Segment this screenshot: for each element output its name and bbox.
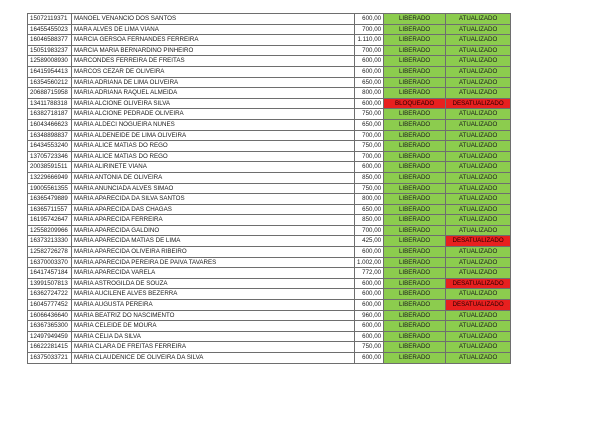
cell-value[interactable]: 1.110,00 — [355, 35, 384, 46]
cell-name[interactable]: MARIA CELEIDE DE MOURA — [72, 321, 355, 332]
cell-value[interactable]: 600,00 — [355, 331, 384, 342]
cell-id[interactable]: 16348898837 — [28, 130, 72, 141]
table-row — [28, 278, 511, 289]
cell-value[interactable]: 650,00 — [355, 119, 384, 130]
cell-name[interactable]: MARIA CLAUDENICE DE OLIVEIRA DA SILVA — [72, 353, 355, 364]
cell-id[interactable]: 16365711557 — [28, 204, 72, 215]
cell-status[interactable]: LIBERADO — [384, 300, 446, 311]
cell-id[interactable]: 12589008930 — [28, 56, 72, 67]
cell-name[interactable]: MARIA ADRIANA DE LIMA OLIVEIRA — [72, 77, 355, 88]
table-body — [28, 14, 511, 364]
cell-status[interactable]: LIBERADO — [384, 35, 446, 46]
cell-value[interactable]: 600,00 — [355, 162, 384, 173]
cell-name[interactable]: MARIA ALCIONE PEDRADE OLIVEIRA — [72, 109, 355, 120]
cell-name[interactable]: MARIA APARECIDA DAS CHAGAS — [72, 204, 355, 215]
cell-id[interactable]: 15051983237 — [28, 45, 72, 56]
cell-value[interactable]: 850,00 — [355, 172, 384, 183]
cell-name[interactable]: MARIA ALICE MATIAS DO REGO — [72, 141, 355, 152]
cell-status[interactable]: LIBERADO — [384, 77, 446, 88]
cell-update[interactable]: ATUALIZADO — [446, 151, 511, 162]
cell-status[interactable]: LIBERADO — [384, 162, 446, 173]
table-row — [28, 289, 511, 300]
cell-name[interactable]: MARIA AUCILENE ALVES BEZERRA — [72, 289, 355, 300]
cell-id[interactable]: 20688715958 — [28, 88, 72, 99]
cell-status[interactable]: LIBERADO — [384, 45, 446, 56]
cell-update[interactable]: ATUALIZADO — [446, 247, 511, 258]
table-row — [28, 98, 511, 109]
cell-update[interactable]: ATUALIZADO — [446, 268, 511, 279]
cell-value[interactable]: 750,00 — [355, 109, 384, 120]
cell-name[interactable]: MARIA ADRIANA RAQUEL ALMEIDA — [72, 88, 355, 99]
cell-update[interactable]: ATUALIZADO — [446, 289, 511, 300]
cell-update[interactable]: ATUALIZADO — [446, 215, 511, 226]
cell-id[interactable]: 16365479889 — [28, 194, 72, 205]
cell-id[interactable]: 16375033721 — [28, 353, 72, 364]
table-row — [28, 130, 511, 141]
cell-name[interactable]: MARIA APARECIDA PEREIRA DE PAIVA TAVARES — [72, 257, 355, 268]
cell-status[interactable]: LIBERADO — [384, 141, 446, 152]
cell-update[interactable]: ATUALIZADO — [446, 45, 511, 56]
cell-value[interactable]: 700,00 — [355, 130, 384, 141]
cell-name[interactable]: MARCIA GERSOA FERNANDES FERREIRA — [72, 35, 355, 46]
table-row — [28, 14, 511, 25]
table-row — [28, 236, 511, 247]
table-row — [28, 172, 511, 183]
table-row — [28, 331, 511, 342]
cell-update[interactable]: ATUALIZADO — [446, 162, 511, 173]
cell-value[interactable]: 650,00 — [355, 77, 384, 88]
table-row — [28, 151, 511, 162]
cell-update[interactable]: ATUALIZADO — [446, 109, 511, 120]
cell-name[interactable]: MARCONDES FERREIRA DE FREITAS — [72, 56, 355, 67]
cell-name[interactable]: MARIA CLARA DE FREITAS FERREIRA — [72, 342, 355, 353]
table-row — [28, 109, 511, 120]
cell-status[interactable]: LIBERADO — [384, 56, 446, 67]
table-row — [28, 247, 511, 258]
cell-update[interactable]: ATUALIZADO — [446, 24, 511, 35]
cell-name[interactable]: MARIA APARECIDA VARELA — [72, 268, 355, 279]
cell-status[interactable]: LIBERADO — [384, 247, 446, 258]
table-row — [28, 257, 511, 268]
cell-value[interactable]: 600,00 — [355, 300, 384, 311]
cell-id[interactable]: 16373213330 — [28, 236, 72, 247]
table-row — [28, 194, 511, 205]
cell-status[interactable]: LIBERADO — [384, 194, 446, 205]
cell-status[interactable]: LIBERADO — [384, 215, 446, 226]
cell-value[interactable]: 650,00 — [355, 204, 384, 215]
cell-status[interactable]: LIBERADO — [384, 14, 446, 25]
cell-value[interactable]: 600,00 — [355, 14, 384, 25]
cell-update[interactable]: ATUALIZADO — [446, 66, 511, 77]
cell-value[interactable]: 600,00 — [355, 98, 384, 109]
cell-update[interactable]: ATUALIZADO — [446, 204, 511, 215]
cell-name[interactable]: MARIA ALCIONE OLIVEIRA SILVA — [72, 98, 355, 109]
cell-value[interactable]: 1.002,00 — [355, 257, 384, 268]
cell-id[interactable]: 16382718187 — [28, 109, 72, 120]
cell-status[interactable]: LIBERADO — [384, 66, 446, 77]
cell-update[interactable]: DESATUALIZADO — [446, 236, 511, 247]
cell-id[interactable]: 16066436640 — [28, 310, 72, 321]
table-row — [28, 141, 511, 152]
cell-name[interactable]: MARIA ANTONIA DE OLIVEIRA — [72, 172, 355, 183]
cell-name[interactable]: MARIA ANUNCIADA ALVES SIMAO — [72, 183, 355, 194]
cell-name[interactable]: MARIA APARECIDA OLIVEIRA RIBEIRO — [72, 247, 355, 258]
cell-value[interactable]: 772,00 — [355, 268, 384, 279]
cell-value[interactable]: 700,00 — [355, 151, 384, 162]
cell-status[interactable]: LIBERADO — [384, 257, 446, 268]
cell-update[interactable]: DESATUALIZADO — [446, 278, 511, 289]
cell-status[interactable]: LIBERADO — [384, 321, 446, 332]
table-row — [28, 119, 511, 130]
cell-id[interactable]: 15072119371 — [28, 14, 72, 25]
cell-status[interactable]: LIBERADO — [384, 278, 446, 289]
cell-update[interactable]: ATUALIZADO — [446, 77, 511, 88]
cell-status[interactable]: LIBERADO — [384, 353, 446, 364]
cell-name[interactable]: MARIA APARECIDA FERREIRA — [72, 215, 355, 226]
cell-value[interactable]: 600,00 — [355, 289, 384, 300]
cell-status[interactable]: LIBERADO — [384, 109, 446, 120]
table-row — [28, 162, 511, 173]
cell-id[interactable]: 13991507813 — [28, 278, 72, 289]
cell-name[interactable]: MARIA ALICE MATIAS DO REGO — [72, 151, 355, 162]
cell-update[interactable]: ATUALIZADO — [446, 353, 511, 364]
cell-id[interactable]: 16417457184 — [28, 268, 72, 279]
cell-update[interactable]: ATUALIZADO — [446, 310, 511, 321]
cell-status[interactable]: LIBERADO — [384, 289, 446, 300]
cell-update[interactable]: ATUALIZADO — [446, 14, 511, 25]
cell-value[interactable]: 600,00 — [355, 321, 384, 332]
table-row — [28, 225, 511, 236]
cell-name[interactable]: MARIA CELIA DA SILVA — [72, 331, 355, 342]
cell-id[interactable]: 16354560212 — [28, 77, 72, 88]
cell-id[interactable]: 19005561355 — [28, 183, 72, 194]
cell-id[interactable]: 16043466623 — [28, 119, 72, 130]
cell-status[interactable]: LIBERADO — [384, 130, 446, 141]
table-row — [28, 183, 511, 194]
cell-value[interactable]: 700,00 — [355, 45, 384, 56]
cell-update[interactable]: ATUALIZADO — [446, 321, 511, 332]
cell-id[interactable]: 16434553240 — [28, 141, 72, 152]
cell-name[interactable]: MARA ALVES DE LIMA VIANA — [72, 24, 355, 35]
cell-status[interactable]: LIBERADO — [384, 225, 446, 236]
cell-id[interactable]: 13705723346 — [28, 151, 72, 162]
cell-update[interactable]: ATUALIZADO — [446, 35, 511, 46]
cell-value[interactable]: 700,00 — [355, 225, 384, 236]
table-row — [28, 88, 511, 99]
cell-id[interactable]: 16045777452 — [28, 300, 72, 311]
cell-value[interactable]: 600,00 — [355, 56, 384, 67]
cell-update[interactable]: ATUALIZADO — [446, 183, 511, 194]
cell-name[interactable]: MARCOS CEZAR DE OLIVEIRA — [72, 66, 355, 77]
cell-status[interactable]: LIBERADO — [384, 310, 446, 321]
cell-status[interactable]: LIBERADO — [384, 183, 446, 194]
cell-id[interactable]: 13411788318 — [28, 98, 72, 109]
cell-id[interactable]: 12582726278 — [28, 247, 72, 258]
table-row — [28, 24, 511, 35]
cell-value[interactable]: 425,00 — [355, 236, 384, 247]
cell-value[interactable]: 600,00 — [355, 66, 384, 77]
cell-status[interactable]: LIBERADO — [384, 342, 446, 353]
cell-id[interactable]: 20038591511 — [28, 162, 72, 173]
table-row — [28, 268, 511, 279]
cell-id[interactable]: 13229666949 — [28, 172, 72, 183]
cell-id[interactable]: 16622281415 — [28, 342, 72, 353]
cell-status[interactable]: LIBERADO — [384, 204, 446, 215]
spreadsheet-table — [27, 13, 511, 364]
cell-id[interactable]: 16455455023 — [28, 24, 72, 35]
cell-value[interactable]: 600,00 — [355, 353, 384, 364]
cell-status[interactable]: LIBERADO — [384, 119, 446, 130]
cell-value[interactable]: 750,00 — [355, 183, 384, 194]
table-row — [28, 66, 511, 77]
cell-status[interactable]: BLOQUEADO — [384, 98, 446, 109]
cell-id[interactable]: 12558209966 — [28, 225, 72, 236]
cell-name[interactable]: MARIA APARECIDA MATIAS DE LIMA — [72, 236, 355, 247]
cell-id[interactable]: 16370003370 — [28, 257, 72, 268]
cell-id[interactable]: 16415954413 — [28, 66, 72, 77]
cell-status[interactable]: LIBERADO — [384, 331, 446, 342]
cell-value[interactable]: 700,00 — [355, 24, 384, 35]
cell-name[interactable]: MARIA APARECIDA GALDINO — [72, 225, 355, 236]
cell-value[interactable]: 600,00 — [355, 278, 384, 289]
table-row — [28, 215, 511, 226]
cell-value[interactable]: 800,00 — [355, 88, 384, 99]
cell-status[interactable]: LIBERADO — [384, 172, 446, 183]
cell-name[interactable]: MARIA ASTROGILDA DE SOUZA — [72, 278, 355, 289]
cell-id[interactable]: 16046588377 — [28, 35, 72, 46]
cell-name[interactable]: MARIA ALDECI NOGUEIRA NUNES — [72, 119, 355, 130]
cell-name[interactable]: MARIA ALDENEIDE DE LIMA OLIVEIRA — [72, 130, 355, 141]
cell-value[interactable]: 750,00 — [355, 141, 384, 152]
cell-update[interactable]: ATUALIZADO — [446, 88, 511, 99]
cell-id[interactable]: 16195742647 — [28, 215, 72, 226]
cell-name[interactable]: MARIA BEATRIZ DO NASCIMENTO — [72, 310, 355, 321]
cell-status[interactable]: LIBERADO — [384, 236, 446, 247]
cell-update[interactable]: ATUALIZADO — [446, 56, 511, 67]
cell-update[interactable]: ATUALIZADO — [446, 194, 511, 205]
cell-update[interactable]: ATUALIZADO — [446, 342, 511, 353]
cell-status[interactable]: LIBERADO — [384, 268, 446, 279]
cell-update[interactable]: DESATUALIZADO — [446, 98, 511, 109]
cell-status[interactable]: LIBERADO — [384, 24, 446, 35]
cell-update[interactable]: ATUALIZADO — [446, 141, 511, 152]
cell-update[interactable]: ATUALIZADO — [446, 225, 511, 236]
table-row — [28, 204, 511, 215]
cell-value[interactable]: 960,00 — [355, 310, 384, 321]
cell-id[interactable]: 16367365300 — [28, 321, 72, 332]
cell-name[interactable]: MARIA APARECIDA DA SILVA SANTOS — [72, 194, 355, 205]
cell-status[interactable]: LIBERADO — [384, 151, 446, 162]
cell-update[interactable]: ATUALIZADO — [446, 331, 511, 342]
cell-update[interactable]: ATUALIZADO — [446, 130, 511, 141]
table-row — [28, 45, 511, 56]
table-row — [28, 56, 511, 67]
cell-value[interactable]: 750,00 — [355, 342, 384, 353]
cell-update[interactable]: ATUALIZADO — [446, 172, 511, 183]
cell-value[interactable]: 600,00 — [355, 247, 384, 258]
cell-update[interactable]: ATUALIZADO — [446, 119, 511, 130]
table-row — [28, 342, 511, 353]
cell-name[interactable]: MARIA AUGUSTA PEREIRA — [72, 300, 355, 311]
table-row — [28, 353, 511, 364]
cell-id[interactable]: 16362724722 — [28, 289, 72, 300]
cell-name[interactable]: MANOEL VENANCIO DOS SANTOS — [72, 14, 355, 25]
cell-value[interactable]: 850,00 — [355, 215, 384, 226]
cell-name[interactable]: MARIA ALIRINETE VIANA — [72, 162, 355, 173]
cell-update[interactable]: ATUALIZADO — [446, 257, 511, 268]
cell-name[interactable]: MARCIA MARIA BERNARDINO PINHEIRO — [72, 45, 355, 56]
table-row — [28, 35, 511, 46]
cell-update[interactable]: DESATUALIZADO — [446, 300, 511, 311]
cell-value[interactable]: 800,00 — [355, 194, 384, 205]
table-row — [28, 321, 511, 332]
table-row — [28, 310, 511, 321]
table-row — [28, 300, 511, 311]
table-row — [28, 77, 511, 88]
cell-status[interactable]: LIBERADO — [384, 88, 446, 99]
cell-id[interactable]: 12497949459 — [28, 331, 72, 342]
